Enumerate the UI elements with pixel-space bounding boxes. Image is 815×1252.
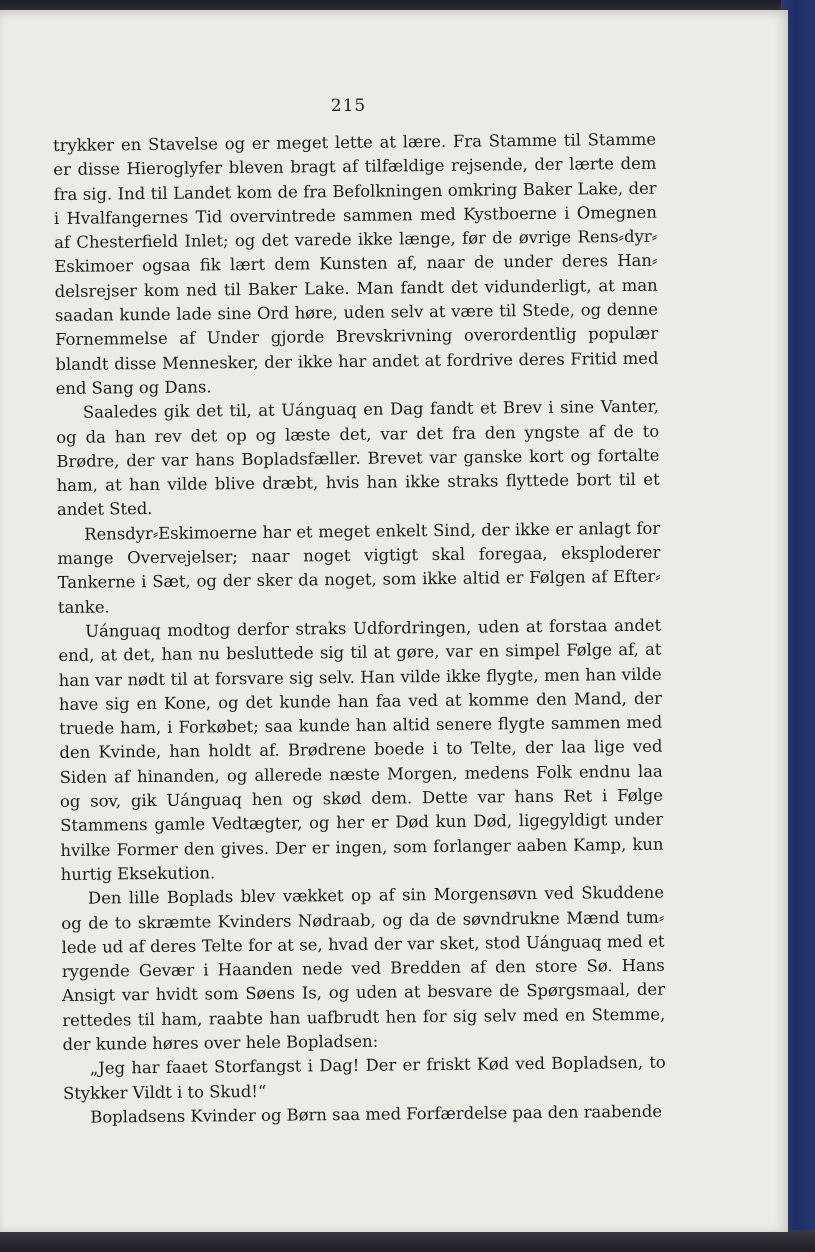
paragraph-1: trykker en Stavelse og er meget lette at lære. Fra Stamme til Stamme er disse Hieroglyfer bleven bragt af tilfældige rejsende, der lærte dem fra sig. Ind til Landet kom de fra Befolkningen omkring Baker Lake, der i Hvalfangernes Tid overvintrede sammen med Kystboerne i Omegnen af Chesterfield Inlet; og det varede ikke længe, før de øvrige Rens⸗dyr⸗Eskimoer ogsaa fik lært dem Kunsten af, naar de under deres Han⸗delsrejser kom ned til Baker Lake. Man fandt det vidunderligt, at man saadan kunde lade sine Ord høre, uden selv at være til Stede, og denne Fornemmelse af Under gjorde Brevskrivning overordentlig populær blandt disse Mennesker, der ikke har andet at fordrive deres Fritid med end Sang og Dans. — [53, 129, 659, 398]
book-page — [0, 10, 788, 1232]
page-number: 215 — [330, 96, 367, 116]
book-bottom-edge — [0, 1230, 815, 1252]
paragraph-5: Den lille Boplads blev vækket op af sin Morgensøvn ved Skuddene og de to skræmte Kvinders Nødraab, og da de søvndrukne Mænd tum⸗lede ud af deres Telte for at se, hvad der var sket, stod Uánguaq med et rygende Gevær i Haanden nede ved Bredden af den store Sø. Hans Ansigt var hvidt som Søens Is, og uden at besvare de Spørgsmaal, der rettedes til ham, raabte han uafbrudt hen for sig selv med en Stemme, der kunde høres over hele Bopladsen: — [61, 882, 666, 1054]
paragraph-6: „Jeg har faaet Storfangst i Dag! Der er friskt Kød ved Bopladsen, to Stykker Vildt i to Skud!“ — [62, 1052, 666, 1103]
paragraph-7: Bopladsens Kvinder og Børn saa med Forfærdelse paa den raabende — [90, 1101, 663, 1127]
paragraph-4: Uánguaq modtog derfor straks Udfordringen, uden at forstaa andet end, at det, han nu besluttede sig til at gøre, var en simpel Følge af, at han var nødt til at forsvare sig selv. Han vilde ikke flygte, men han vilde have sig en Kone, og det kunde han faa ved at komme den Mand, der truede ham, i Forkøbet; saa kunde han altid senere flygte sammen med den Kvinde, han holdt af. Brødrene boede i to Telte, der laa lige ved Siden af hinanden, og allerede næste Morgen, medens Folk endnu laa og sov, gik Uánguaq hen og skød dem. Dette var hans Ret i Følge Stammens gamle Vedtægter, og her er Død kun Død, ligegyldigt under hvilke Former den gives. Der er ingen, som forlanger aaben Kamp, kun hurtig Eksekution. — [58, 615, 664, 884]
body-text — [53, 128, 666, 1130]
paragraph-3: Rensdyr⸗Eskimoerne har et meget enkelt Sind, der ikke er anlagt for mange Overvejelser; naar noget vigtigt skal foregaa, eksploderer Tankerne i Sæt, og der sker da noget, som ikke altid er Følgen af Efter⸗tanke. — [57, 518, 661, 617]
paragraph-2: Saaledes gik det til, at Uánguaq en Dag fandt et Brev i sine Vanter, og da han rev det op og læste det, var det fra den yngste af de to Brødre, der var hans Bopladsfæller. Brevet var ganske kort og fortalte ham, at han vilde blive dræbt, hvis han ikke straks flyttede bort til et andet Sted. — [56, 396, 660, 520]
